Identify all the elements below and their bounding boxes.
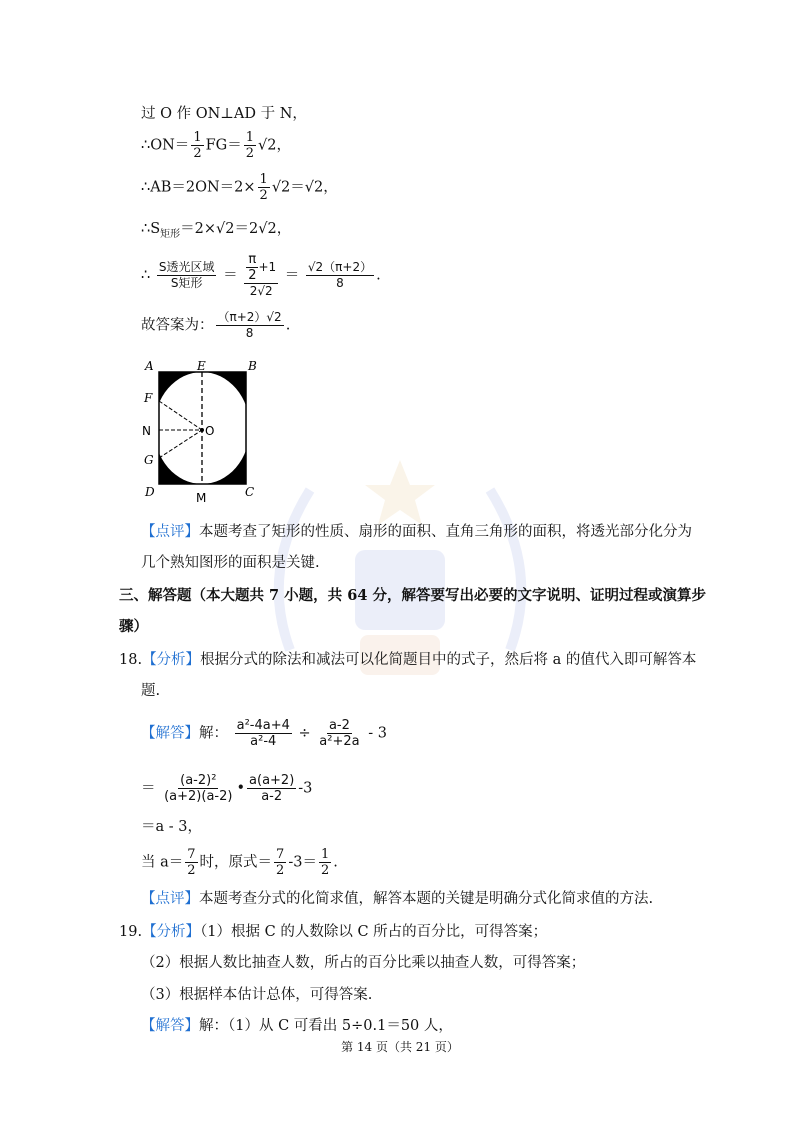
q18-review: 【点评】本题考查分式的化简求值，解答本题的关键是明确分式化简求值的方法. <box>141 891 654 907</box>
text-line-1: 过 O 作 ON⊥AD 于 N， <box>141 106 307 122</box>
q18-analysis-cont: 题. <box>141 683 161 699</box>
q19-analysis: 19.【分析】（1）根据 C 的人数除以 C 所占的百分比，可得答案； <box>119 924 548 940</box>
review-17-cont: 几个熟知图形的面积是关键. <box>141 555 320 571</box>
q18-step4: 当 a＝ $\frac{7}{2}$ 时，原式＝ $\frac{7}{2}$ -3＝ $\frac{1}{2}$ . <box>141 847 338 878</box>
label-a: A <box>145 359 154 373</box>
q18-answer-expr: 【解答】解： $\frac{\text{a²-4a+4}}{\text{a²-4}}$ ÷ $\frac{a-2}{\text{a²+2a}}$ - 3 <box>141 718 387 749</box>
label-e: E <box>197 359 206 373</box>
equation-ab: ∴AB＝2ON＝2× $\frac{1}{2}$ √2＝√2， <box>141 172 338 203</box>
label-d: D <box>145 485 155 499</box>
label-n: N <box>142 424 151 438</box>
q19-analysis-2: （2）根据人数比抽查人数，所占的百分比乘以抽查人数，可得答案； <box>141 955 586 971</box>
q19-analysis-3: （3）根据样本估计总体，可得答案. <box>141 987 373 1003</box>
equation-on: ∴ON＝ $\frac{1}{2}$ FG＝ $\frac{1}{2}$ √2， <box>141 130 291 161</box>
q18-step2: ＝ $\frac{\text{(a-2)²}}{(a+2)(a-2)}$ • $\frac{a(a+2)}{a-2}$ -3 <box>141 773 313 804</box>
label-m: M <box>196 491 207 505</box>
q19-answer: 【解答】解：（1）从 C 可看出 5÷0.1＝50 人， <box>141 1018 453 1034</box>
equation-s-rect: $\therefore S_{矩形}=2\times√2=2√2$， <box>141 221 292 240</box>
equation-ratio: ∴ $\frac{\text{S透光区域}}{\text{S矩形}}$ ＝ $\frac{\pi}{2}$ +1 2√2 ＝ $\frac{√2(\pi+2)}{8}$ . <box>141 252 381 298</box>
q18-analysis: 18.【分析】根据分式的除法和减法可以化简题目中的式子，然后将 a 的值代入即可解答本 <box>119 652 697 668</box>
page-footer: 第 14 页（共 21 页） <box>341 1040 459 1054</box>
label-o: O <box>205 424 215 438</box>
label-g: G <box>144 453 154 467</box>
label-f: F <box>144 391 153 405</box>
review-17: 【点评】本题考查了矩形的性质、扇形的面积、直角三角形的面积，将透光部分化分为 <box>141 524 692 540</box>
geometry-figure <box>135 355 270 510</box>
q18-step3: ＝a - 3， <box>141 819 202 835</box>
section-header: 三、解答题（本大题共 7 小题，共 64 分，解答要写出必要的文字说明、证明过程或演算步 <box>119 587 706 604</box>
label-c: C <box>245 485 255 499</box>
section-header-cont: 骤） <box>119 618 148 635</box>
answer-final: 故答案为： $\frac{(\pi+2)√2}{8}$ . <box>141 310 291 340</box>
label-b: B <box>248 359 257 373</box>
